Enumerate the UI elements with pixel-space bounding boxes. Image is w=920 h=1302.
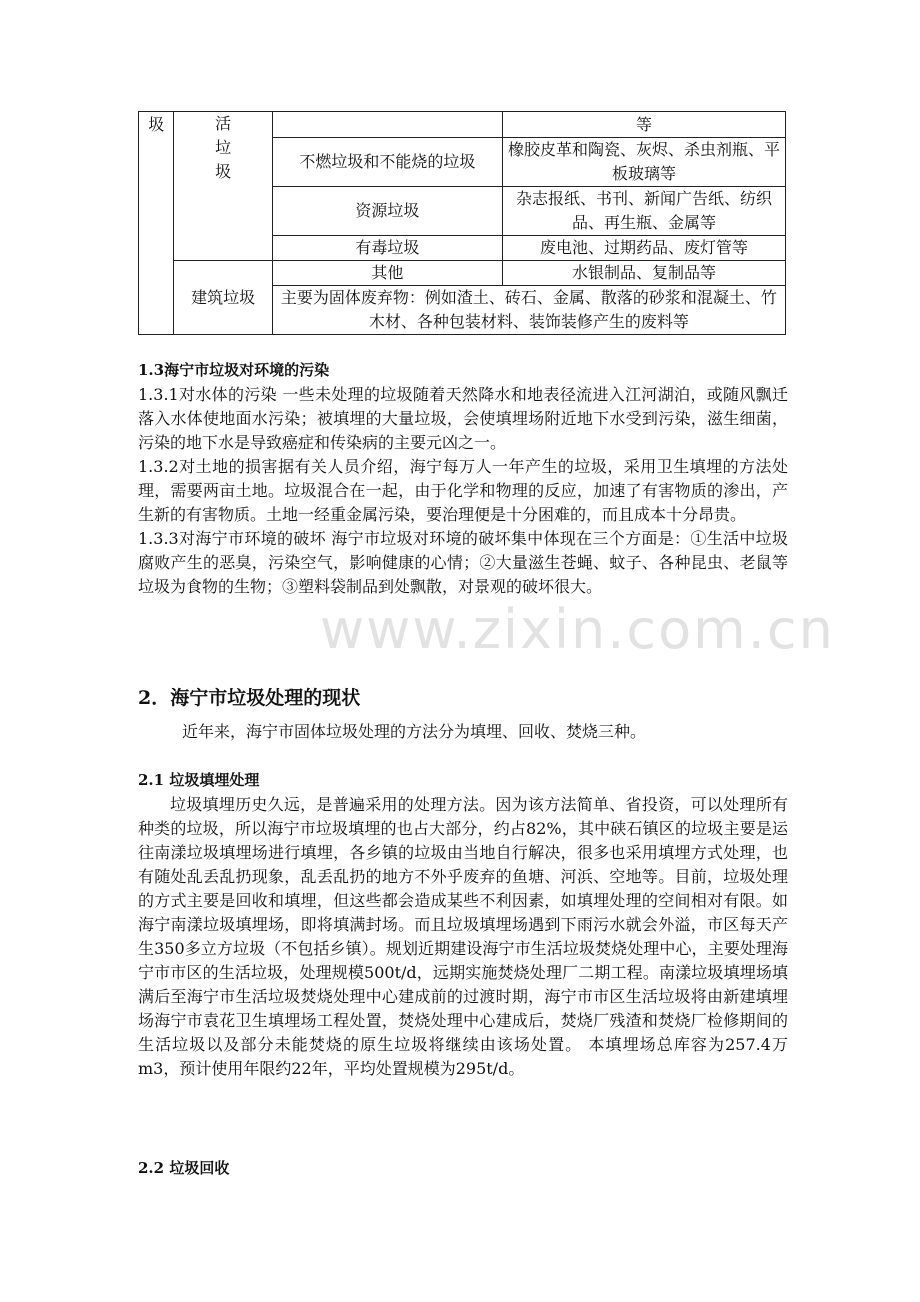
section-heading-2: 2．海宁市垃圾处理的现状 [138, 687, 361, 709]
paragraph-landfill: 垃圾填埋历史久远，是普遍采用的处理方法。因为该方法简单、省投资，可以处理所有种类的垃圾，所以海宁市垃圾填埋的也占大部分，约占82%，其中硖石镇区的垃圾主要是运往南漾垃圾填埋场进行填埋，各乡镇的垃圾由当地自行解决，很多也采用填埋方式处理，也有随处乱丢乱扔现象，乱丢乱扔的地方不外乎废弃的鱼塘、河浜、空地等。目前，垃圾处理的方式主要是回收和填埋，但这些都会造成某些不利因素，如填埋处理的空间相对有限。如海宁南漾垃圾填埋场，即将填满封场。而且垃圾填埋场遇到下雨污水就会外溢，市区每天产生350多立方垃圾（不包括乡镇）。规划近期建设海宁市生活垃圾焚烧处理中心，主要处理海宁市市区的生活垃圾，处理规模500t/d，远期实施焚烧处理厂二期工程。南漾垃圾填埋场填满后至海宁市生活垃圾焚烧处理中心建成前的过渡时期，海宁市市区生活垃圾将由新建填埋场海宁市袁花卫生填埋场工程处置，焚烧处理中心建成后，焚烧厂残渣和焚烧厂检修期间的生活垃圾以及部分未能焚烧的原生垃圾将继续由该场处置。 本填埋场总库容为257.4万m3，预计使用年限约22年，平均处置规模为295t/d。 [138, 795, 788, 1078]
paragraph-water-pollution: 1.3.1对水体的污染 一些未处理的垃圾随着天然降水和地表径流进入江河湖泊，或随风飘迁落入水体使地面水污染；被填埋的大量垃圾，会使填埋场附近地下水受到污染，滋生细菌，污染的地下水是导致癌症和传染病的主要元凶之一。 [138, 385, 788, 452]
table-cell-type: 其他 [272, 261, 502, 286]
section-2-1-body [138, 793, 788, 1081]
section-heading-2-1: 2.1 垃圾填埋处理 [138, 771, 260, 789]
section-2-intro [138, 720, 788, 744]
paragraph-intro: 近年来，海宁市固体垃圾处理的方法分为填埋、回收、焚烧三种。 [182, 722, 647, 741]
table-cell-items: 等 [503, 112, 786, 138]
watermark: www.zixin.com.cn [320, 598, 835, 661]
table-cell-construction-waste: 建筑垃圾 [174, 261, 272, 335]
paragraph-environment-damage: 1.3.3对海宁市环境的破坏 海宁市垃圾对环境的破坏集中体现在三个方面是：①生活中垃圾腐败产生的恶臭，污染空气，影响健康的心情；②大量滋生苍蝇、蚊子、各种昆虫、老鼠等垃圾为食物的生物；③塑料袋制品到处飘散，对景观的破坏很大。 [138, 529, 788, 596]
table-cell-empty [272, 112, 502, 138]
table-cell-type: 资源垃圾 [272, 187, 502, 236]
section-1-3-body [138, 383, 788, 599]
table-cell-life-waste: 活 垃 圾 [174, 112, 272, 261]
paragraph-land-damage: 1.3.2对土地的损害据有关人员介绍，海宁每万人一年产生的垃圾，采用卫生填埋的方法处理，需要两亩土地。垃圾混合在一起，由于化学和物理的反应，加速了有害物质的渗出，产生新的有害物质。土地一经重金属污染，要治理便是十分困难的，而且成本十分昂贵。 [138, 457, 788, 524]
section-heading-1-3: 1.3海宁市垃圾对环境的污染 [138, 361, 330, 379]
table-cell-items: 废电池、过期药品、废灯管等 [503, 236, 786, 261]
table-cell-type: 有毒垃圾 [272, 236, 502, 261]
table-cell-type: 不燃垃圾和不能烧的垃圾 [272, 138, 502, 187]
table-cell-category-tail: 圾 [139, 112, 174, 335]
section-heading-2-2: 2.2 垃圾回收 [138, 1159, 230, 1177]
table-cell-items: 杂志报纸、书刊、新闻广告纸、纺织品、再生瓶、金属等 [503, 187, 786, 236]
table-cell-items: 橡胶皮革和陶瓷、灰烬、杀虫剂瓶、平板玻璃等 [503, 138, 786, 187]
table-cell-items: 水银制品、复制品等 [503, 261, 786, 286]
table-cell-description: 主要为固体废弃物：例如渣土、砖石、金属、散落的砂浆和混凝土、竹木材、各种包装材料、装饰装修产生的废料等 [272, 286, 785, 335]
waste-category-table [138, 111, 786, 335]
